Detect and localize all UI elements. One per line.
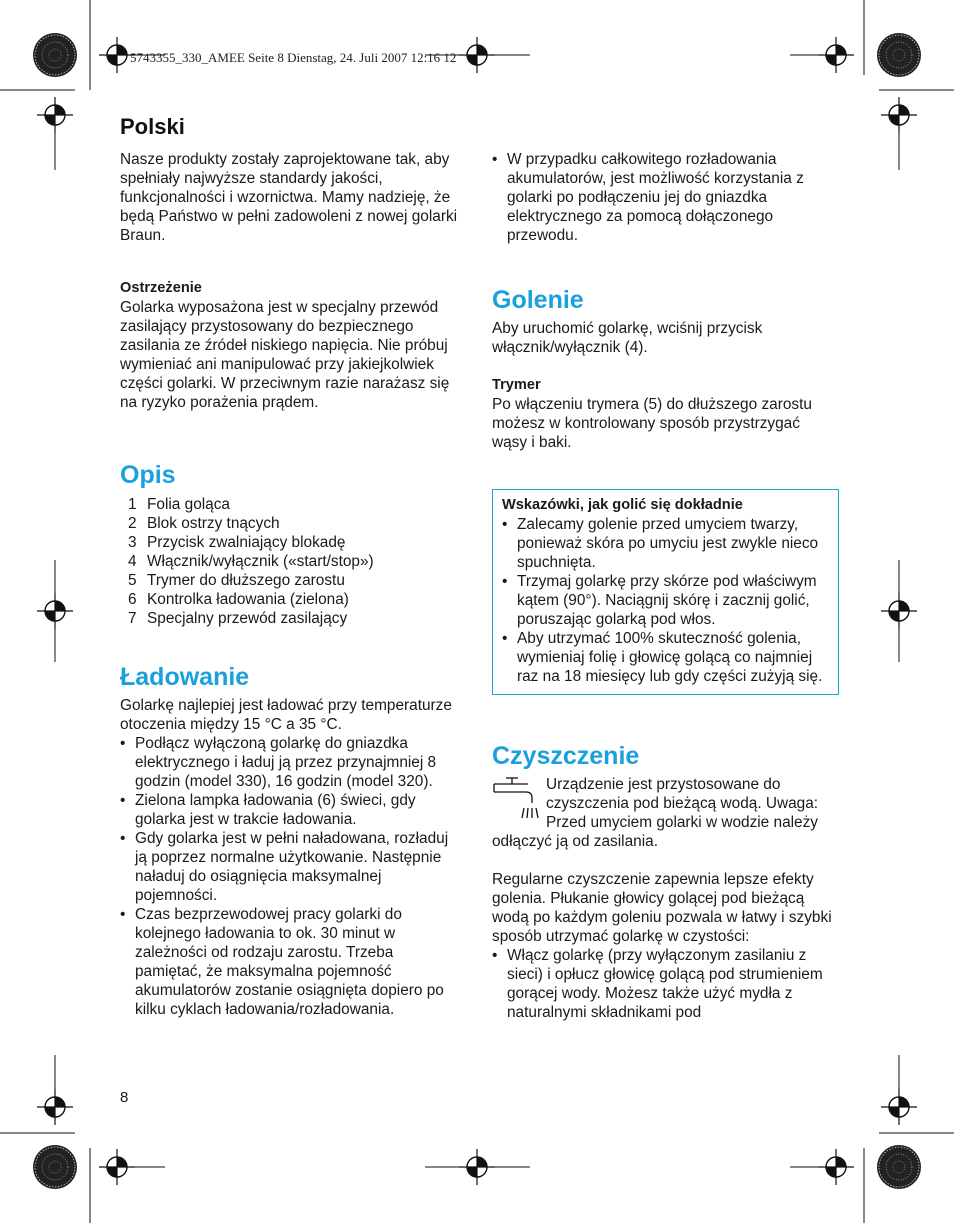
cleaning-paragraph: Regularne czyszczenie zapewnia lepsze efekty golenia. Płukanie głowicy golącej pod bieżącą wodą po każdym goleniu pozwala w łatwy i szybki sposób utrzymać golarkę w czystości:: [492, 871, 832, 945]
list-item: 5 Trymer do dłuższego zarostu: [128, 572, 345, 589]
list-item: 1 Folia goląca: [128, 496, 230, 513]
print-slug: 5743355_330_AMEE Seite 8 Dienstag, 24. Juli 2007 12:16 12: [130, 50, 457, 65]
cleaning-water-paragraph: Urządzenie jest przystosowane do czyszczenia pod bieżącą wodą. Uwaga: Przed umyciem golarki w wodzie należy odłączyć ją od zasilania.: [492, 776, 819, 850]
list-item: • W przypadku całkowitego rozładowania akumulatorów, jest możliwość korzystania z golarki po podłączeniu jej do gniazdka elektrycznego za pomocą dołączonego przewodu.: [492, 150, 839, 245]
cleaning-intro: [492, 775, 839, 851]
tips-title: Wskazówki, jak golić się dokładnie: [502, 497, 743, 513]
list-item: • Trzymaj golarkę przy skórze pod właściwym kątem (90°). Naciągnij skórę i zacznij golić, poruszając golarką pod włos.: [502, 572, 830, 629]
list-item: 2 Blok ostrzy tnących: [128, 515, 280, 532]
ladowanie-list: [120, 734, 462, 1019]
left-column: [120, 114, 462, 1019]
list-item: • Gdy golarka jest w pełni naładowana, rozładuj ją poprzez normalne użytkowanie. Następnie naładuj do osiągnięcia maksymalnej pojemności.: [120, 829, 462, 905]
trymer-paragraph: Po włączeniu trymera (5) do dłuższego zarostu możesz w kontrolowany sposób przystrzygać wąsy i baki.: [492, 396, 812, 451]
ladowanie-intro: Golarkę najlepiej jest ładować przy temperaturze otoczenia między 15 °C a 35 °C.: [120, 697, 452, 733]
right-column: [492, 150, 839, 1022]
tips-list: [502, 515, 830, 686]
parts-list: [120, 495, 462, 628]
golenie-paragraph: Aby uruchomić golarkę, wciśnij przycisk włącznik/wyłącznik (4).: [492, 320, 763, 356]
opis-heading: Opis: [120, 461, 176, 489]
cleaning-list: [492, 946, 839, 1022]
list-item: 3 Przycisk zwalniający blokadę: [128, 534, 346, 551]
list-item: • Podłącz wyłączoną golarkę do gniazdka elektrycznego i ładuj ją przez przynajmniej 8 godzin (model 330), 16 godzin (model 320).: [120, 734, 462, 791]
ladowanie-heading: Ładowanie: [120, 663, 250, 691]
language-heading: Polski: [120, 114, 185, 139]
list-item: 7 Specjalny przewód zasilający: [128, 610, 348, 627]
battery-list: [492, 150, 839, 245]
tips-box: [492, 489, 839, 695]
list-item: • Zielona lampka ładowania (6) świeci, gdy golarka jest w trakcie ładowania.: [120, 791, 462, 829]
list-item: • Czas bezprzewodowej pracy golarki do kolejnego ładowania to ok. 30 minut w zależności od rodzaju zarostu. Trzeba pamiętać, że maksymalna pojemność akumulatorów zostanie osiągnięta dopiero po kilku cyklach ładowania/rozładowania.: [120, 905, 462, 1019]
list-item: • Zalecamy golenie przed umyciem twarzy, ponieważ skóra po umyciu jest zwykle nieco spuchnięta.: [502, 515, 830, 572]
czyszczenie-heading: Czyszczenie: [492, 742, 640, 770]
list-item: 6 Kontrolka ładowania (zielona): [128, 591, 349, 608]
list-item: • Aby utrzymać 100% skuteczność golenia, wymieniaj folię i głowicę golącą co najmniej raz na 18 miesięcy lub gdy części zużyją się.: [502, 629, 830, 686]
water-tap-icon: [492, 775, 540, 821]
intro-paragraph: Nasze produkty zostały zaprojektowane tak, aby spełniały najwyższe standardy jakości, funkcjonalności i wzornictwa. Mamy nadzieję, że będą Państwo w pełni zadowoleni z nowej golarki Braun.: [120, 151, 458, 244]
page-number: 8: [120, 1089, 129, 1106]
list-item: 4 Włącznik/wyłącznik («start/stop»): [128, 553, 374, 570]
warning-title: Ostrzeżenie: [120, 280, 202, 296]
trymer-title: Trymer: [492, 377, 541, 393]
golenie-heading: Golenie: [492, 286, 584, 314]
list-item: • Włącz golarkę (przy wyłączonym zasilaniu z sieci) i opłucz głowicę golącą pod strumieniem gorącej wody. Możesz także użyć mydła z naturalnymi składnikami pod: [492, 946, 839, 1022]
warning-paragraph: Golarka wyposażona jest w specjalny przewód zasilający przystosowany do bezpiecznego zasilania ze źródeł niskiego napięcia. Nie próbuj wymieniać ani manipulować przy jakiejkolwiek części golarki. W przeciwnym razie narażasz się na ryzyko porażenia prądem.: [120, 299, 450, 411]
